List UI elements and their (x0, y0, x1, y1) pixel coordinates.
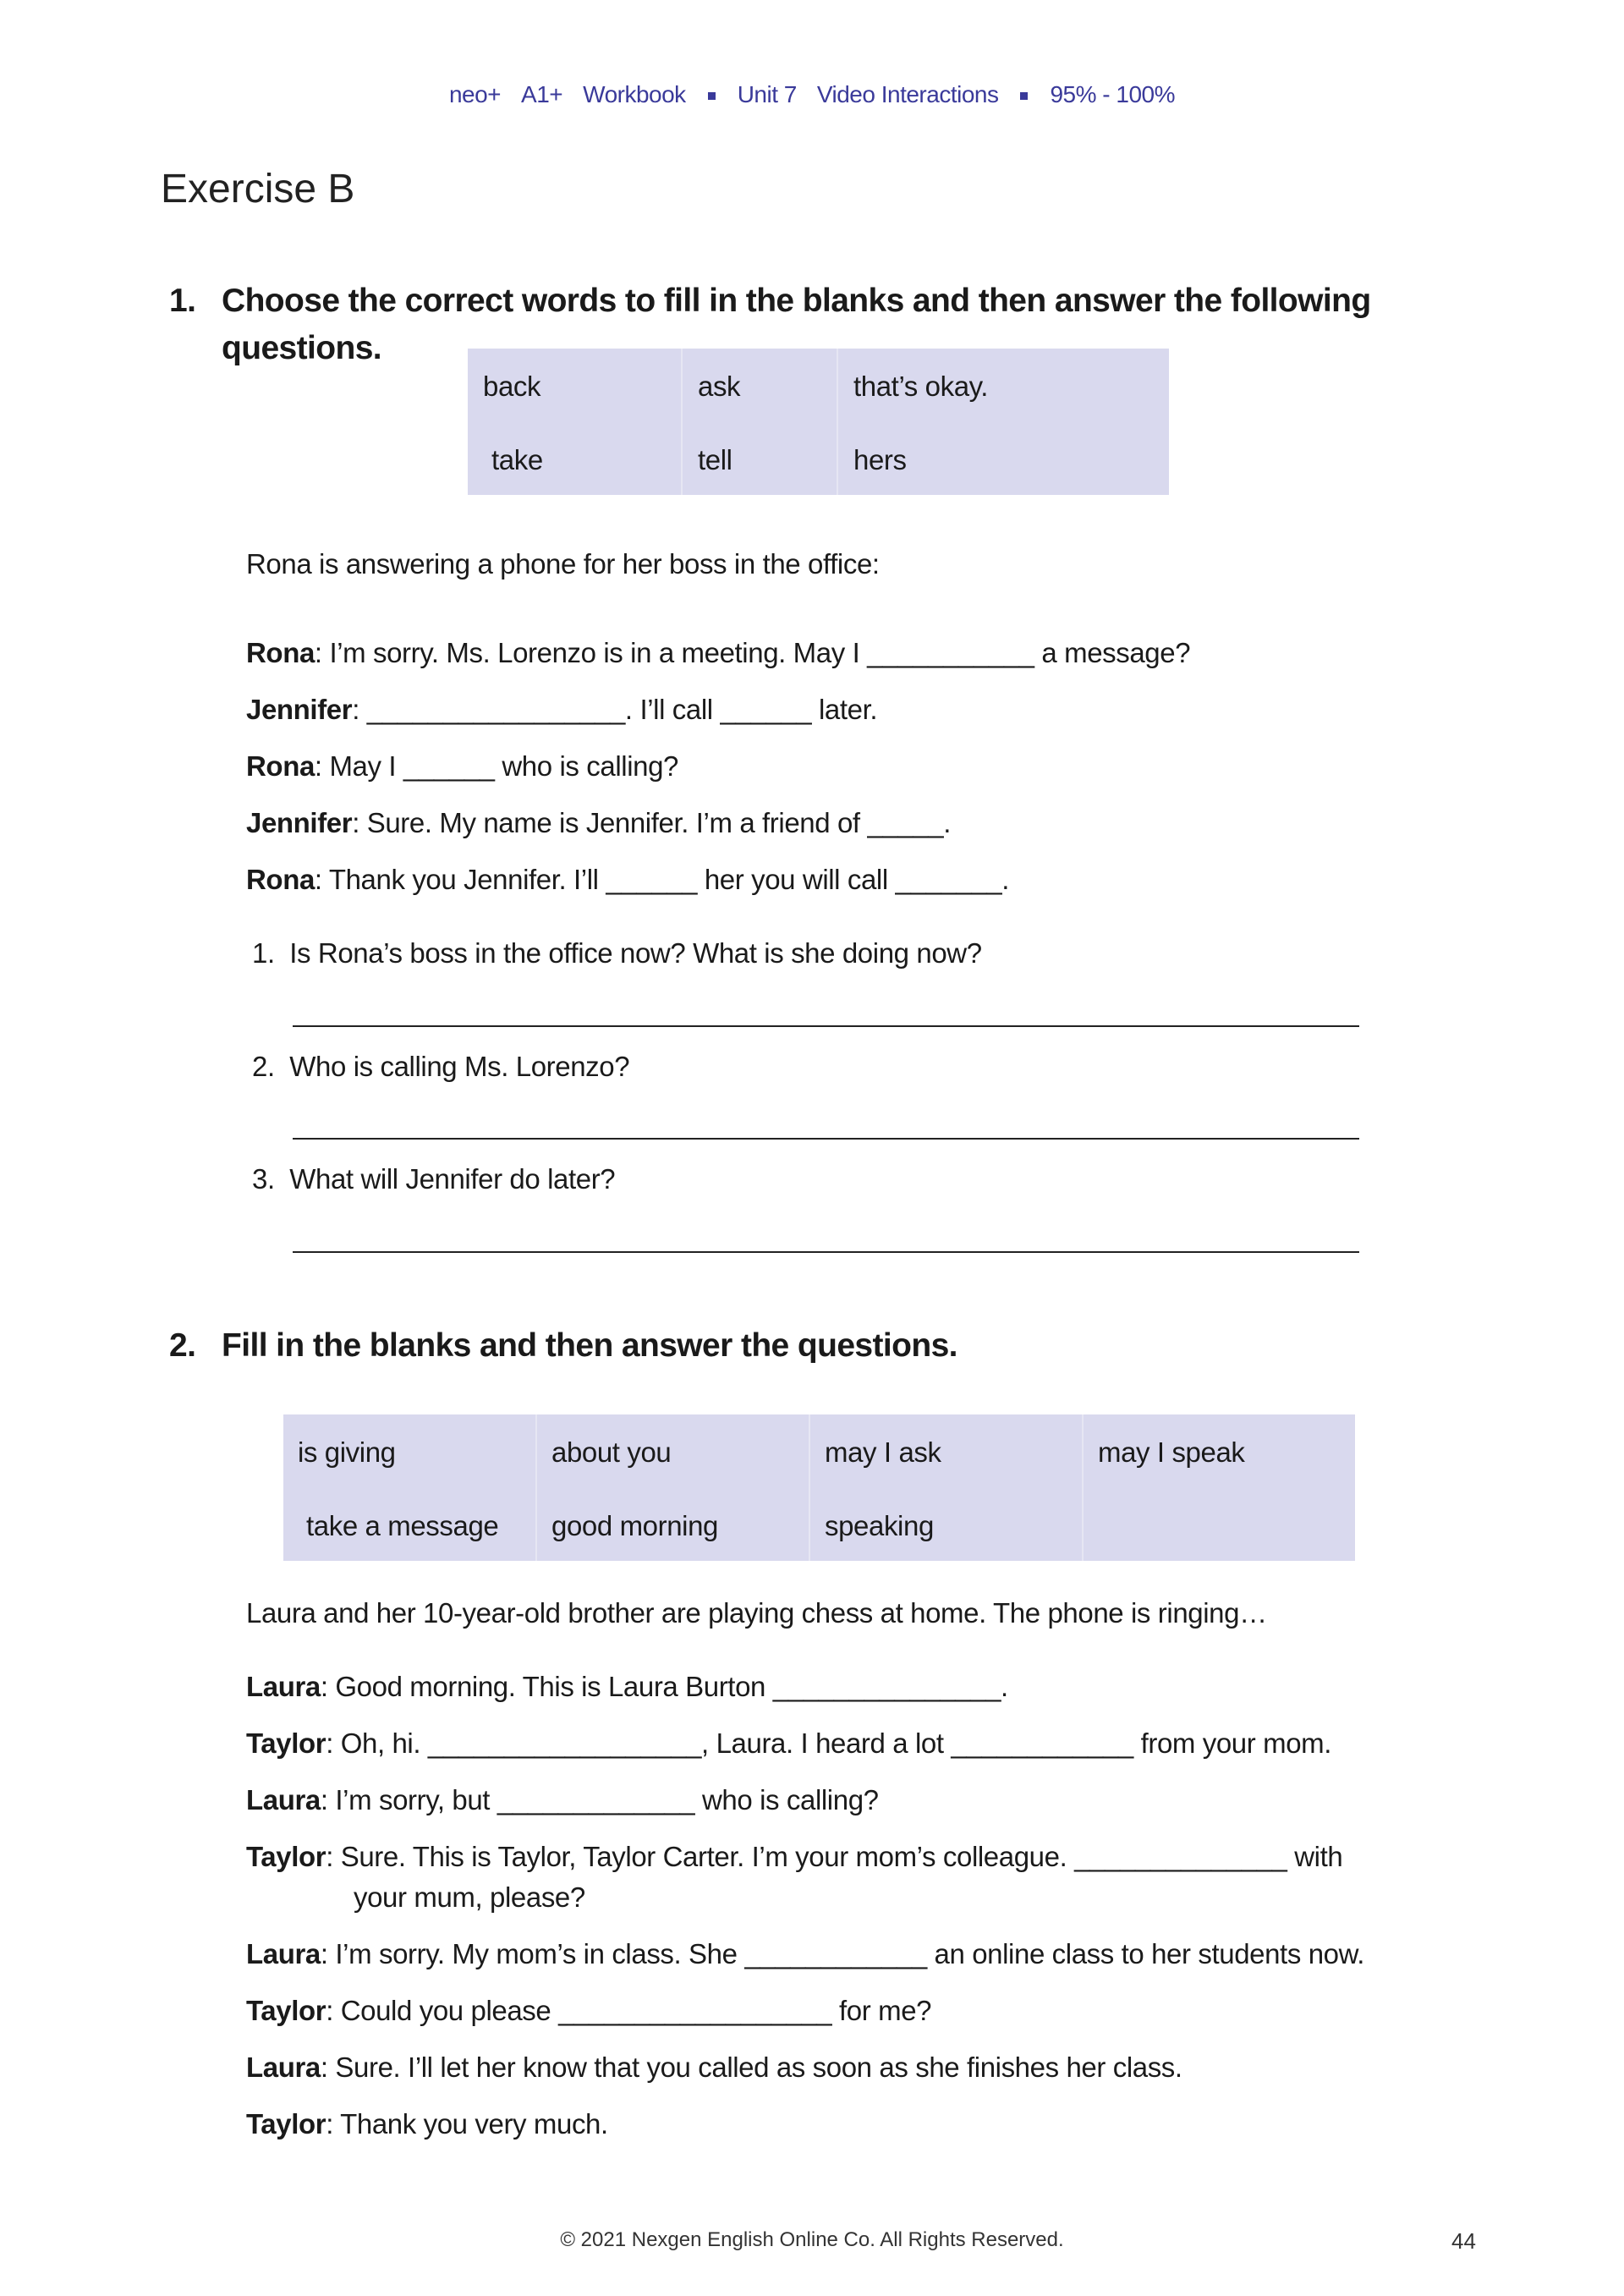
line-text: : Could you please __________________ for me? (326, 1995, 932, 2026)
word-bank-item: that’s okay. (853, 371, 989, 402)
q2-instruction (169, 1327, 957, 1365)
answer-line[interactable] (293, 1138, 1359, 1140)
square-bullet-icon (708, 92, 716, 100)
header-book: Workbook (583, 81, 686, 107)
dialog-line (246, 694, 877, 726)
speaker: Taylor (246, 1727, 326, 1759)
line-text: : Thank you very much. (326, 2108, 608, 2139)
square-bullet-icon (1020, 92, 1028, 100)
line-text: : Sure. I’ll let her know that you called as soon as she finishes her class. (320, 2052, 1182, 2083)
q2-intro: Laura and her 10-year-old brother are playing chess at home. The phone is ringing… (246, 1597, 1267, 1629)
speaker: Rona (246, 750, 315, 782)
q1-number: 1. (169, 283, 196, 319)
dialog-line (246, 1784, 879, 1816)
dialog-line (246, 2052, 1182, 2084)
running-header (0, 81, 1624, 108)
line-text: : _________________. I’ll call ______ later. (352, 694, 878, 725)
header-section: Video Interactions (816, 81, 999, 107)
dialog-line-continuation: your mum, please? (354, 1881, 585, 1913)
speaker: Laura (246, 1784, 321, 1815)
line-text: : Good morning. This is Laura Burton _______________. (320, 1671, 1008, 1702)
dialog-line (246, 1938, 1364, 1970)
q2-instruction-text: Fill in the blanks and then answer the questions. (222, 1327, 957, 1364)
word-bank-item: is giving (298, 1436, 396, 1468)
word-bank-item: about you (551, 1436, 672, 1468)
dialog-line (246, 1841, 1342, 1873)
word-bank-item: back (483, 371, 541, 402)
dialog-line (246, 637, 1190, 669)
word-bank-item: ask (698, 371, 741, 402)
speaker: Jennifer (246, 694, 353, 725)
speaker: Laura (246, 2052, 321, 2083)
dialog-line (246, 1727, 1331, 1760)
question (252, 937, 982, 969)
question-text: Who is calling Ms. Lorenzo? (289, 1051, 630, 1082)
word-bank-item: take (491, 444, 543, 475)
answer-line[interactable] (293, 1025, 1359, 1027)
q1-instruction (169, 283, 1371, 320)
word-bank-item: speaking (825, 1510, 934, 1541)
word-bank-item: take a message (306, 1510, 499, 1541)
question-text: What will Jennifer do later? (289, 1163, 616, 1195)
dialog-line (246, 807, 951, 839)
q2-word-bank (283, 1414, 1355, 1561)
dialog-line (246, 864, 1009, 896)
speaker: Rona (246, 637, 315, 668)
word-bank-item: tell (698, 444, 732, 475)
dialog-line (246, 2108, 608, 2140)
header-brand: neo+ (448, 81, 502, 107)
speaker: Laura (246, 1671, 321, 1702)
speaker: Taylor (246, 1841, 326, 1872)
q1-word-bank (468, 349, 1169, 495)
line-text: : I’m sorry. My mom’s in class. She ____________ an online class to her students now. (320, 1938, 1364, 1969)
header-level: A1+ (521, 81, 563, 107)
line-text: : Sure. My name is Jennifer. I’m a friend of _____. (352, 807, 951, 838)
question-number: 3. (252, 1163, 275, 1195)
page-number: 44 (1451, 2228, 1476, 2254)
speaker: Taylor (246, 1995, 326, 2026)
line-text: : Oh, hi. __________________, Laura. I heard a lot ____________ from your mom. (326, 1727, 1332, 1759)
line-text: : I’m sorry. Ms. Lorenzo is in a meeting. May I ___________ a message? (314, 637, 1191, 668)
q1-intro: Rona is answering a phone for her boss in the office: (246, 548, 880, 579)
q1-instruction-line1: Choose the correct words to fill in the blanks and then answer the following (222, 283, 1371, 319)
q2-number: 2. (169, 1327, 196, 1364)
q1-instruction-line2: questions. (222, 330, 382, 366)
question (252, 1051, 629, 1083)
word-bank-item: may I ask (825, 1436, 941, 1468)
line-text: : I’m sorry, but _____________ who is calling? (320, 1784, 879, 1815)
answer-line[interactable] (293, 1251, 1359, 1253)
copyright-footer: © 2021 Nexgen English Online Co. All Rights Reserved. (560, 2228, 1064, 2251)
page-title: Exercise B (161, 167, 355, 211)
question-number: 2. (252, 1051, 275, 1082)
dialog-line (246, 750, 678, 783)
dialog-line (246, 1671, 1008, 1703)
word-bank-item: good morning (551, 1510, 719, 1541)
question-number: 1. (252, 937, 275, 969)
dialog-line (246, 1995, 931, 2027)
speaker: Taylor (246, 2108, 326, 2139)
line-text: : Thank you Jennifer. I’ll ______ her you will call _______. (314, 864, 1009, 895)
question-text: Is Rona’s boss in the office now? What is she doing now? (289, 937, 982, 969)
header-score: 95% - 100% (1050, 81, 1176, 107)
word-bank-item: may I speak (1098, 1436, 1245, 1468)
line-text: : May I ______ who is calling? (314, 750, 678, 782)
header-unit: Unit 7 (737, 81, 797, 107)
speaker: Jennifer (246, 807, 353, 838)
word-bank-item: hers (853, 444, 907, 475)
speaker: Laura (246, 1938, 321, 1969)
line-text: : Sure. This is Taylor, Taylor Carter. I’m your mom’s colleague. ______________ with (326, 1841, 1343, 1872)
question (252, 1163, 615, 1195)
speaker: Rona (246, 864, 315, 895)
